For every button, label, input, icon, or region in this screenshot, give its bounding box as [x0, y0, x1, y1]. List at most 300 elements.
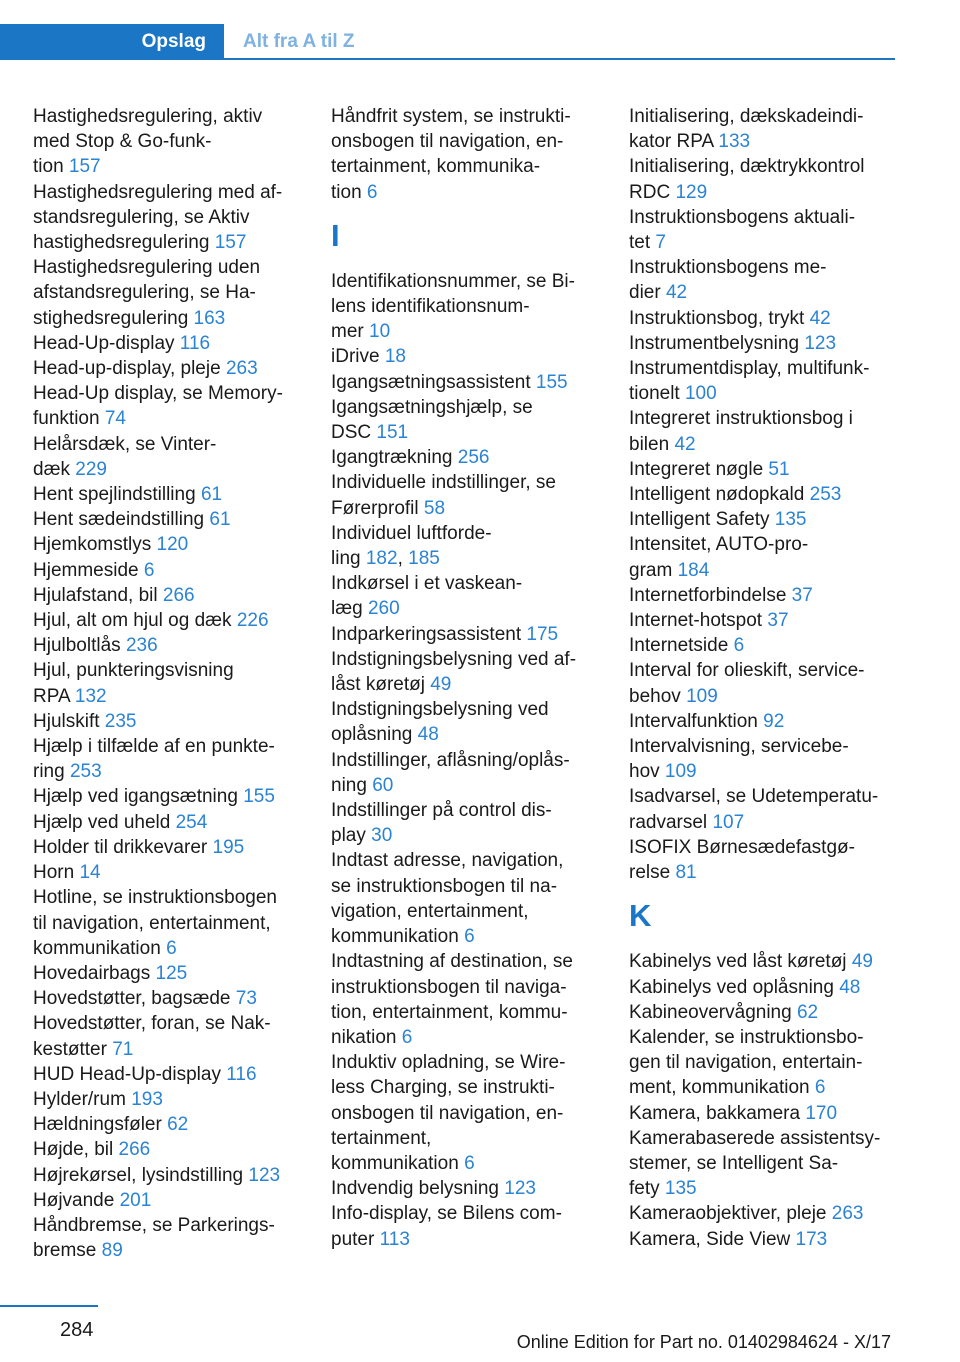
page-ref-link[interactable]: 92	[763, 710, 785, 732]
index-entry	[331, 798, 609, 848]
index-entry	[33, 658, 311, 708]
index-entry	[629, 532, 907, 582]
page-ref-link[interactable]: 6	[166, 937, 177, 959]
entry-text: Hent sædeindstilling	[33, 509, 205, 531]
page-ref-link[interactable]: 116	[179, 332, 211, 354]
page-ref-link[interactable]: 123	[804, 332, 837, 354]
index-entry	[629, 104, 907, 154]
entry-text: onsbogen til navigation, en-	[331, 131, 564, 153]
page-ref-link[interactable]: 170	[805, 1102, 838, 1124]
page-ref-link[interactable]: 18	[384, 346, 406, 368]
index-entry	[629, 1227, 907, 1252]
index-entry	[33, 507, 311, 532]
entry-text: Isadvarsel, se Udetemperatu-	[629, 786, 879, 808]
entry-text: Hovedstøtter, foran, se Nak-	[33, 1013, 271, 1035]
index-entry	[331, 1050, 609, 1176]
entry-text: lens identifikationsnum-	[331, 296, 530, 318]
entry-text: fety	[629, 1178, 660, 1200]
index-entry	[629, 1025, 907, 1101]
index-entry	[629, 1201, 907, 1226]
index-entry	[33, 835, 311, 860]
entry-text: kommunikation	[331, 926, 459, 948]
page-ref-link[interactable]: 107	[712, 811, 745, 833]
index-entry	[33, 583, 311, 608]
page-ref-link[interactable]: 263	[225, 358, 258, 380]
entry-text: Identifikationsnummer, se Bi-	[331, 270, 575, 292]
page-ref-link[interactable]: 71	[112, 1038, 134, 1060]
entry-text: Info-display, se Bilens com-	[331, 1203, 562, 1225]
page-ref-link[interactable]: 74	[104, 408, 126, 430]
page-ref-link[interactable]: 185	[408, 548, 440, 570]
page-ref-link[interactable]: 229	[75, 458, 107, 480]
page-ref-link[interactable]: 157	[214, 232, 247, 254]
index-column-3	[629, 104, 907, 1252]
page-ref-link[interactable]: 132	[74, 685, 107, 707]
entry-text: Indkørsel i et vaskean-	[331, 573, 523, 595]
entry-text: Integreret instruktionsbog i	[629, 408, 853, 430]
entry-text: Kamera, Side View	[629, 1228, 791, 1250]
entry-text: Kamerabaserede assistentsy-	[629, 1127, 881, 1149]
entry-text: Hastighedsregulering uden	[33, 257, 261, 279]
index-entry	[33, 180, 311, 256]
entry-text: nikation	[331, 1026, 397, 1048]
entry-text: Igangsætningsassistent	[331, 371, 531, 393]
entry-text: vigation, entertainment,	[331, 900, 529, 922]
entry-text: Intervalfunktion	[629, 710, 758, 732]
entry-text: Hjemkomstlys	[33, 534, 152, 556]
page-ref-link[interactable]: 123	[504, 1178, 536, 1200]
index-entry	[33, 1188, 311, 1213]
entry-text: relse	[629, 862, 671, 884]
index-entry	[331, 470, 609, 520]
entry-text: tion	[33, 156, 64, 178]
page-ref-link[interactable]: 123	[248, 1164, 281, 1186]
index-entry	[33, 633, 311, 658]
page-ref-link[interactable]: 14	[79, 862, 101, 884]
entry-text: Intelligent nødopkald	[629, 484, 805, 506]
index-entry	[629, 1000, 907, 1025]
page-ref-link[interactable]: 6	[464, 1152, 475, 1174]
entry-text: Hjælp ved uheld	[33, 811, 171, 833]
page-ref-link[interactable]: 235	[104, 710, 137, 732]
page-ref-link[interactable]: 89	[101, 1240, 123, 1262]
index-entry	[629, 154, 907, 204]
entry-text: Initialisering, dækskadeindi-	[629, 106, 864, 127]
page-ref-link[interactable]: 133	[718, 131, 751, 153]
index-entry	[33, 1062, 311, 1087]
entry-text: Holder til drikkevarer	[33, 836, 208, 858]
entry-text: gen til navigation, entertain-	[629, 1052, 863, 1074]
page-ref-link[interactable]: 155	[243, 786, 275, 808]
index-entry	[331, 571, 609, 621]
page-ref-link[interactable]: 62	[167, 1114, 189, 1136]
page-ref-link[interactable]: 62	[796, 1001, 819, 1023]
page-ref-link[interactable]: 135	[774, 509, 807, 531]
page-ref-link[interactable]: 193	[131, 1088, 163, 1110]
entry-text: Kameraobjektiver, pleje	[629, 1203, 827, 1225]
entry-text: ment, kommunikation	[629, 1077, 810, 1099]
page-ref-link[interactable]: 58	[423, 497, 446, 519]
entry-text: onsbogen til navigation, en-	[331, 1102, 564, 1124]
index-entry	[33, 885, 311, 961]
entry-text: ning	[331, 774, 367, 796]
index-entry	[33, 1112, 311, 1137]
index-entry	[629, 406, 907, 456]
page-ref-link[interactable]: 48	[839, 976, 861, 998]
entry-text: afstandsregulering, se Ha-	[33, 282, 256, 304]
entry-text: Individuelle indstillinger, se	[331, 472, 556, 494]
entry-text: Kamera, bakkamera	[629, 1102, 801, 1124]
entry-text: Head-Up display, se Memory-	[33, 383, 283, 405]
index-entry	[331, 445, 609, 470]
index-entry	[331, 1201, 609, 1251]
entry-text: Indstigningsbelysning ved af-	[331, 648, 577, 670]
entry-text: instruktionsbogen til naviga-	[331, 976, 567, 998]
entry-text: tet	[629, 232, 651, 254]
entry-text: RPA	[33, 685, 70, 707]
index-entry	[33, 1011, 311, 1061]
page-ref-link[interactable]: 155	[535, 371, 568, 393]
index-entry	[33, 1213, 311, 1263]
entry-text: less Charging, se instrukti-	[331, 1077, 555, 1099]
page-ref-link[interactable]: 175	[526, 623, 559, 645]
footer-divider	[0, 1305, 98, 1307]
entry-text: Hastighedsregulering, aktiv	[33, 106, 263, 127]
index-entry	[33, 608, 311, 633]
section-letter: I	[331, 217, 340, 253]
index-entry	[33, 860, 311, 885]
entry-text: Indvendig belysning	[331, 1178, 499, 1200]
entry-text: iDrive	[331, 346, 380, 368]
entry-text: med Stop & Go-funk-	[33, 131, 212, 153]
page-ref-link[interactable]: 6	[401, 1026, 413, 1048]
index-entry	[629, 709, 907, 734]
page-ref-link[interactable]: 113	[379, 1228, 410, 1250]
entry-text: ling	[331, 548, 361, 570]
page-ref-link[interactable]: 266	[162, 584, 195, 606]
index-entry	[33, 1163, 311, 1188]
index-entry	[331, 395, 609, 445]
entry-text: Højrekørsel, lysindstilling	[33, 1164, 244, 1186]
entry-text: Induktiv opladning, se Wire-	[331, 1052, 566, 1074]
page-ref-link[interactable]: 6	[733, 635, 745, 657]
page-ref-link[interactable]: 60	[372, 774, 394, 796]
entry-text: tion, entertainment, kommu-	[331, 1001, 568, 1023]
header-divider	[224, 58, 895, 60]
index-entry	[331, 269, 609, 345]
entry-text: dæk	[33, 458, 70, 480]
entry-text: Hent spejlindstilling	[33, 484, 196, 506]
index-entry	[629, 482, 907, 507]
entry-text: kommunikation	[33, 937, 161, 959]
page-ref-link[interactable]: 30	[371, 825, 393, 847]
index-entry	[629, 205, 907, 255]
page-ref-link[interactable]: 135	[664, 1178, 697, 1200]
page-ref-link[interactable]: 195	[212, 836, 245, 858]
entry-text: radvarsel	[629, 811, 708, 833]
tab-alt-fra-a-til-z[interactable]: Alt fra A til Z	[243, 31, 355, 52]
page-ref-link[interactable]: 6	[143, 559, 155, 581]
entry-text: Igangtrækning	[331, 447, 453, 469]
page-ref-link[interactable]: 6	[464, 926, 475, 948]
page-ref-link[interactable]: 125	[155, 962, 188, 984]
index-entry	[331, 848, 609, 949]
index-entry	[331, 697, 609, 747]
page-ref-link[interactable]: 163	[193, 307, 226, 329]
index-entry	[331, 104, 609, 205]
entry-text: tertainment, kommunika-	[331, 156, 541, 178]
page-ref-link[interactable]: 49	[430, 674, 452, 696]
page-ref-link[interactable]: 51	[768, 458, 790, 480]
entry-text: Kalender, se instruktionsbo-	[629, 1026, 864, 1048]
entry-text: Igangsætningshjælp, se	[331, 396, 533, 418]
page-ref-link[interactable]: 6	[366, 181, 378, 203]
entry-text: Internet-hotspot	[629, 610, 763, 632]
entry-text: RDC	[629, 181, 671, 203]
page-ref-link[interactable]: 7	[655, 232, 666, 254]
index-entry	[331, 748, 609, 798]
index-entry	[33, 810, 311, 835]
header-tabbar	[0, 24, 895, 64]
index-entry	[629, 583, 907, 608]
entry-text: Kabinelys ved låst køretøj	[629, 951, 847, 973]
index-entry	[33, 432, 311, 482]
entry-text: Instruktionsbogens aktuali-	[629, 206, 856, 228]
entry-text: Indstillinger på control dis-	[331, 800, 552, 822]
entry-text: Internetforbindelse	[629, 584, 787, 606]
entry-text: Head-Up-display	[33, 332, 175, 354]
page-ref-link[interactable]: 129	[675, 181, 708, 203]
entry-text: Hjulboltlås	[33, 635, 121, 657]
entry-text: tion	[331, 181, 362, 203]
index-entry	[629, 306, 907, 331]
page-ref-link[interactable]: 173	[795, 1228, 828, 1250]
page-ref-link[interactable]: 61	[209, 509, 231, 531]
page-ref-link[interactable]: 6	[814, 1077, 826, 1099]
index-entry	[629, 507, 907, 532]
tab-opslag[interactable]: Opslag	[0, 24, 224, 60]
entry-text: Hotline, se instruktionsbogen	[33, 887, 277, 909]
entry-text: play	[331, 825, 366, 847]
page-ref-link[interactable]: 253	[809, 484, 842, 506]
entry-text: Individuel luftforde-	[331, 522, 492, 544]
entry-text: funktion	[33, 408, 100, 430]
entry-text: Indstigningsbelysning ved	[331, 699, 549, 721]
page-ref-link[interactable]: 42	[665, 282, 688, 304]
entry-text: Højvande	[33, 1189, 115, 1211]
index-entry	[33, 356, 311, 381]
page-ref-link[interactable]: 253	[69, 761, 102, 783]
entry-text: Hovedstøtter, bagsæde	[33, 988, 231, 1010]
entry-text: Hjælp ved igangsætning	[33, 786, 238, 808]
entry-text: til navigation, entertainment,	[33, 912, 271, 934]
index-entry	[629, 975, 907, 1000]
index-entry	[33, 558, 311, 583]
entry-text: Instruktionsbogens me-	[629, 257, 827, 279]
index-entry	[629, 734, 907, 784]
entry-text: Instruktionsbog, trykt	[629, 307, 805, 329]
page-ref-link[interactable]: 100	[684, 383, 717, 405]
entry-text: DSC	[331, 422, 372, 444]
index-entry	[629, 608, 907, 633]
index-entry	[33, 381, 311, 431]
entry-text: Højde, bil	[33, 1139, 114, 1161]
page-ref-link[interactable]: 254	[175, 811, 208, 833]
page-ref-link[interactable]: 157	[68, 156, 101, 178]
entry-text: se instruktionsbogen til na-	[331, 875, 558, 897]
entry-text: læg	[331, 598, 363, 620]
entry-text: Hylder/rum	[33, 1088, 126, 1110]
entry-text: Interval for olieskift, service-	[629, 660, 865, 682]
entry-text: Hovedairbags	[33, 962, 151, 984]
entry-text: oplåsning	[331, 724, 413, 746]
entry-text: kommunikation	[331, 1152, 459, 1174]
index-entry	[629, 356, 907, 406]
entry-text: Integreret nøgle	[629, 458, 764, 480]
page-ref-link[interactable]: 49	[851, 951, 873, 973]
page-ref-link[interactable]: 184	[677, 559, 710, 581]
index-entry	[331, 647, 609, 697]
page-ref-link[interactable]: 182	[365, 548, 398, 570]
page-number: 284	[60, 1319, 94, 1341]
entry-text: Håndfrit system, se instrukti-	[331, 106, 571, 127]
index-entry	[33, 331, 311, 356]
entry-text: bilen	[629, 433, 670, 455]
entry-text: mer	[331, 321, 364, 343]
index-entry	[629, 633, 907, 658]
entry-text: standsregulering, se Aktiv	[33, 206, 250, 228]
index-entry	[33, 532, 311, 557]
page-ref-link[interactable]: 201	[119, 1189, 152, 1211]
index-entry	[331, 949, 609, 1050]
entry-text: Initialisering, dæktrykkontrol	[629, 156, 865, 178]
page-ref-link[interactable]: 151	[376, 422, 409, 444]
page-ref-link[interactable]: 61	[200, 484, 223, 506]
index-entry	[33, 784, 311, 809]
index-entry	[33, 1137, 311, 1162]
entry-text: Intervalvisning, servicebe-	[629, 736, 849, 758]
entry-text: Hastighedsregulering med af-	[33, 181, 283, 203]
index-entry	[33, 255, 311, 331]
entry-text: stemer, se Intelligent Sa-	[629, 1152, 839, 1174]
page-ref-link[interactable]: 260	[367, 598, 400, 620]
index-entry	[33, 986, 311, 1011]
entry-text: HUD Head-Up-display	[33, 1063, 221, 1085]
entry-text: Helårsdæk, se Vinter-	[33, 433, 217, 455]
page-ref-link[interactable]: 256	[457, 447, 490, 469]
entry-text: Horn	[33, 862, 75, 884]
entry-text: Førerprofil	[331, 497, 419, 519]
entry-text: låst køretøj	[331, 674, 425, 696]
page-ref-link[interactable]: 42	[809, 307, 831, 329]
page-ref-link[interactable]: 109	[686, 685, 718, 707]
entry-text: Hjulskift	[33, 710, 100, 732]
page-ref-link[interactable]: 48	[417, 724, 439, 746]
index-column-1	[33, 104, 311, 1263]
entry-text: Hjul, alt om hjul og dæk	[33, 610, 232, 632]
page-ref-link[interactable]: 226	[236, 610, 269, 632]
entry-text: kator RPA	[629, 131, 714, 153]
entry-text: bremse	[33, 1240, 97, 1262]
entry-text: Kabineovervågning	[629, 1001, 792, 1023]
page-ref-link[interactable]: 120	[156, 534, 189, 556]
entry-text: Kabinelys ved oplåsning	[629, 976, 834, 998]
index-entry	[331, 344, 609, 369]
index-entry	[33, 734, 311, 784]
index-entry	[33, 482, 311, 507]
entry-text: Håndbremse, se Parkerings-	[33, 1214, 275, 1236]
index-entry	[629, 457, 907, 482]
index-entry	[629, 835, 907, 885]
entry-text: kestøtter	[33, 1038, 107, 1060]
page-ref-link[interactable]: 236	[125, 635, 158, 657]
page-ref-link[interactable]: 263	[831, 1203, 864, 1225]
entry-text: Hældningsføler	[33, 1114, 162, 1136]
entry-text: tionelt	[629, 383, 680, 405]
entry-text: Hjælp i tilfælde af en punkte-	[33, 736, 275, 758]
index-entry	[629, 949, 907, 974]
index-entry	[331, 622, 609, 647]
section-letter: K	[629, 898, 652, 934]
index-entry	[629, 658, 907, 708]
entry-text: ring	[33, 761, 65, 783]
index-entry	[33, 104, 311, 180]
entry-text: tertainment,	[331, 1127, 432, 1149]
index-entry	[331, 1176, 609, 1201]
index-entry	[629, 1101, 907, 1126]
page-ref-link[interactable]: 73	[235, 988, 257, 1010]
entry-text: Hjemmeside	[33, 559, 139, 581]
entry-text: ISOFIX Børnesædefastgø-	[629, 836, 855, 858]
entry-text: gram	[629, 559, 673, 581]
entry-text: Indstillinger, aflåsning/oplås-	[331, 749, 570, 771]
edition-text: Online Edition for Part no. 01402984624 - X/17	[516, 1332, 891, 1352]
index-entry	[629, 1126, 907, 1202]
entry-text: hov	[629, 761, 660, 783]
entry-text: Intensitet, AUTO-pro-	[629, 534, 809, 556]
entry-text: dier	[629, 282, 661, 304]
entry-text: Indtastning af destination, se	[331, 951, 573, 973]
entry-text: Intelligent Safety	[629, 509, 770, 531]
page-ref-link[interactable]: 42	[674, 433, 696, 455]
page-ref-link[interactable]: 81	[675, 862, 697, 884]
entry-text: Hjul, punkteringsvisning	[33, 660, 234, 682]
index-entry	[629, 331, 907, 356]
index-entry	[331, 370, 609, 395]
entry-text: Hjulafstand, bil	[33, 584, 158, 606]
page-ref-link[interactable]: 116	[226, 1063, 257, 1085]
index-entry	[33, 961, 311, 986]
page-ref-link[interactable]: 37	[767, 610, 789, 632]
page-ref-link[interactable]: 37	[791, 584, 813, 606]
index-entry	[33, 709, 311, 734]
entry-text: Indtast adresse, navigation,	[331, 850, 564, 872]
entry-text: Instrumentbelysning	[629, 332, 800, 354]
entry-text: Instrumentdisplay, multifunk-	[629, 358, 870, 380]
entry-text: Internetside	[629, 635, 729, 657]
index-entry	[33, 1087, 311, 1112]
entry-text: Head-up-display, pleje	[33, 358, 221, 380]
index-entry	[629, 255, 907, 305]
index-entry	[629, 784, 907, 834]
index-entry: Individuel luftforde- ling 182, 185	[331, 522, 492, 570]
page-ref-link[interactable]: 10	[369, 321, 391, 343]
page-ref-link[interactable]: 266	[118, 1139, 151, 1161]
page-ref-link[interactable]: 109	[664, 761, 697, 783]
entry-text: hastighedsregulering	[33, 232, 210, 254]
entry-text: stighedsregulering	[33, 307, 189, 329]
entry-text: puter	[331, 1228, 375, 1250]
